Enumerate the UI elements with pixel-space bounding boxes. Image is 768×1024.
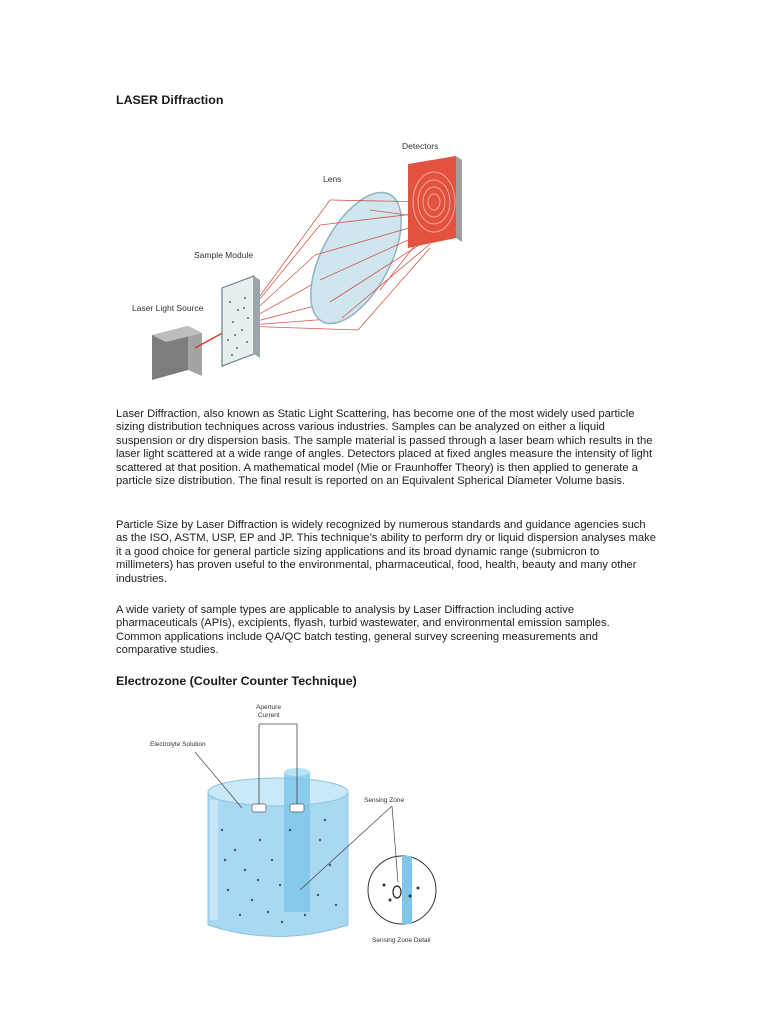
label-sensing-zone-detail: Sensing Zone Detail bbox=[372, 937, 431, 944]
laser-light-source bbox=[152, 326, 202, 380]
label-lens: Lens bbox=[323, 174, 342, 184]
section-heading-electrozone: Electrozone (Coulter Counter Technique) bbox=[116, 674, 357, 688]
label-electrolyte-solution: Electrolyte Solution bbox=[150, 741, 206, 748]
label-sample-module: Sample Module bbox=[194, 250, 254, 260]
label-detectors: Detectors bbox=[402, 141, 439, 151]
electrozone-diagram bbox=[140, 700, 460, 950]
paragraph-2: Particle Size by Laser Diffraction is widely recognized by numerous standards and guidance agencies such as the ISO, ASTM, USP, EP and JP. This technique’s ability to perform dry or liquid dispersion analyses make it a good choice for general particle sizing applications and its broad dynamic range (submicron to millimeters) has proven useful to the environmental, pharmaceutical, food, health, beauty and many other industries. bbox=[116, 519, 656, 585]
label-laser-light-source: Laser Light Source bbox=[132, 303, 204, 313]
electrode-left bbox=[252, 804, 266, 812]
electrolyte-beaker bbox=[208, 778, 348, 937]
sample-module bbox=[222, 276, 260, 366]
label-aperture: Aperture bbox=[256, 704, 281, 711]
label-sensing-zone: Sensing Zone bbox=[364, 797, 405, 804]
section-heading-laser-diffraction: LASER Diffraction bbox=[116, 93, 224, 107]
paragraph-1: Laser Diffraction, also known as Static Light Scattering, has become one of the most widely used particle sizing distribution techniques across various industries. Samples can be analyzed on either a liquid suspension or dry dispersion basis. The sample material is passed through a laser beam which results in the laser light scattered at a wide range of angles. Detectors placed at fixed angles measure the intensity of light scattered at that position. A mathematical model (Mie or Fraunhoffer Theory) is then applied to generate a particle size distribution. The final result is reported on an Equivalent Spherical Diameter Volume basis. bbox=[116, 408, 653, 488]
electrode-right bbox=[290, 804, 304, 812]
paragraph-3: A wide variety of sample types are applicable to analysis by Laser Diffraction including active pharmaceuticals (APIs), excipients, flyash, turbid wastewater, and environmental emission samples. Common applications include QA/QC batch testing, general survey screening measurements and comparative studies. bbox=[116, 604, 610, 657]
sensing-zone-detail bbox=[368, 856, 436, 924]
laser-diffraction-diagram bbox=[120, 130, 490, 390]
detector-array bbox=[408, 156, 462, 248]
label-current: Current bbox=[258, 712, 280, 719]
